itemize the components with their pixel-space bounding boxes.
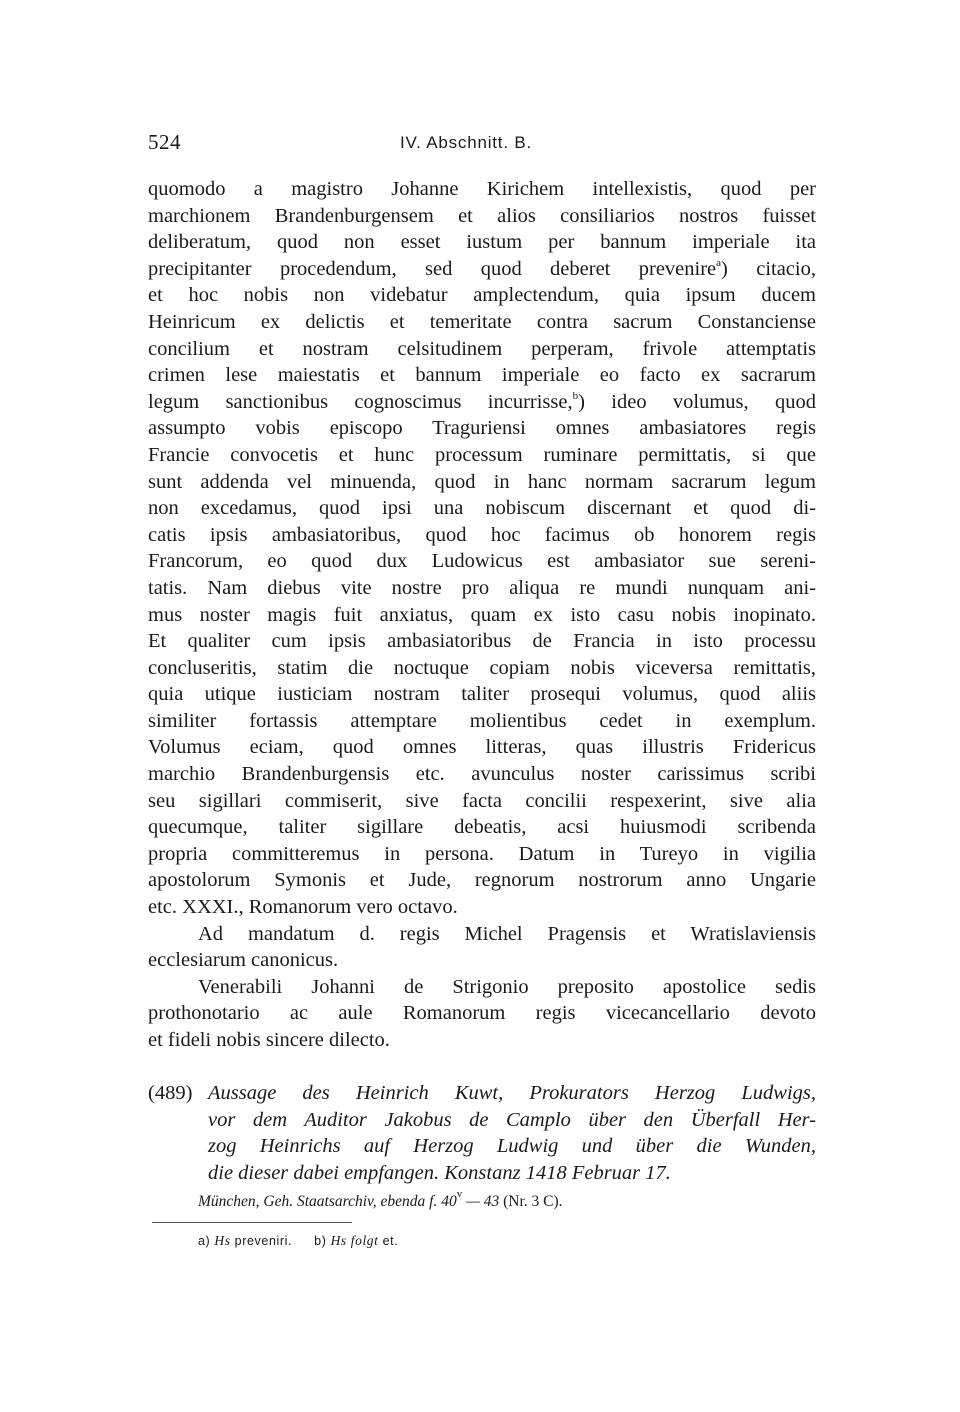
footnotes [198, 1233, 398, 1249]
body-line: marchio Brandenburgensis etc. avunculus noster carissimus scribi [148, 763, 816, 786]
body-line: etc. XXXI., Romanorum vero octavo. [148, 896, 458, 919]
body-line: quomodo a magistro Johanne Kirichem intellexistis, quod per [148, 178, 816, 200]
body-line: Volumus eciam, quod omnes litteras, quas illustris Fridericus [148, 736, 816, 759]
body-line: concluseritis, statim die noctuque copiam nobis viceversa remittatis, [148, 656, 816, 679]
body-line: crimen lese maiestatis et bannum imperiale eo facto ex sacrarum [148, 364, 816, 387]
body-line: similiter fortassis attemptare molientibus cedet in exemplum. [148, 709, 816, 732]
signature-line: Ad mandatum d. regis Michel Pragensis et Wratislaviensis [198, 922, 816, 945]
address-line: prothonotario ac aule Romanorum regis vicecancellario devoto [148, 1002, 816, 1025]
body-line: catis ipsis ambasiatoribus, quod hoc facimus ob honorem regis [148, 523, 816, 546]
page-header [148, 130, 816, 160]
body-line: quia utique iusticiam nostram taliter prosequi volumus, quod aliis [148, 683, 816, 706]
body-line: quecumque, taliter sigillare debeatis, acsi huiusmodi scribenda [148, 816, 816, 839]
address-line: Venerabili Johanni de Strigonio preposito apostolice sedis [198, 975, 816, 998]
letter-body [148, 176, 816, 1054]
body-line: tatis. Nam diebus vite nostre pro aliqua re mundi nunquam ani- [148, 576, 816, 599]
body-line: Francie convocetis et hunc processum ruminare permittatis, si que [148, 443, 816, 466]
body-line: Et qualiter cum ipsis ambasiatoribus de Francia in isto processu [148, 630, 816, 653]
footnote-ref-a: a [716, 256, 722, 269]
regest-line: Aussage des Heinrich Kuwt, Prokurators Herzog Ludwigs, [208, 1082, 816, 1104]
page-number: 524 [148, 130, 181, 154]
footnote-ref-b: b [572, 389, 579, 402]
body-line: legum sanctionibus cognoscimus incurrisse,$^b$) ideo volumus, quod [148, 389, 816, 413]
document-heading [148, 1080, 816, 1186]
regest-line: zog Heinrichs auf Herzog Ludwig und über die Wunden, [208, 1135, 816, 1158]
footnote-rule [152, 1222, 352, 1223]
regest-line: die dieser dabei empfangen. Konstanz 1418 Februar 17. [208, 1161, 671, 1184]
body-line: seu sigillari commiserit, sive facta concilii respexerint, sive alia [148, 789, 816, 812]
body-line: non excedamus, quod ipsi una nobiscum discernant et quod di- [148, 497, 816, 520]
body-line: Heinricum ex delictis et temeritate contra sacrum Constanciense [148, 310, 816, 333]
body-line: marchionem Brandenburgensem et alios consiliarios nostros fuisset [148, 204, 816, 227]
footnote-b: b) Hs folgt et. [314, 1233, 399, 1248]
body-line: propria committeremus in persona. Datum in Tureyo in vigilia [148, 842, 816, 865]
signature-line: ecclesiarum canonicus. [148, 949, 339, 972]
body-line: apostolorum Symonis et Jude, regnorum nostrorum anno Ungarie [148, 869, 816, 892]
footnote-a: a) Hs preveniri. [198, 1233, 293, 1248]
document-number: (489) [148, 1082, 193, 1104]
body-line: Francorum, eo quod dux Ludowicus est ambasiator sue sereni- [148, 550, 816, 573]
address-line: et fideli nobis sincere dilecto. [148, 1029, 390, 1051]
source-citation: München, Geh. Staatsarchiv, ebenda f. 40$^v$ — 43 (Nr. 3 C). [198, 1188, 563, 1210]
body-line: et hoc nobis non videbatur amplectendum, quia ipsum ducem [148, 284, 816, 307]
body-line: mus noster magis fuit anxiatus, quam ex isto casu nobis inopinato. [148, 603, 816, 626]
body-line: precipitanter procedendum, sed quod deberet prevenire$^a$) citacio, [148, 256, 816, 280]
body-line: concilium et nostram celsitudinem perperam, frivole attemptatis [148, 337, 816, 360]
body-line: deliberatum, quod non esset iustum per bannum imperiale ita [148, 231, 816, 254]
body-line: assumpto vobis episcopo Traguriensi omnes ambasiatores regis [148, 417, 816, 440]
body-line: sunt addenda vel minuenda, quod in hanc normam sacrarum legum [148, 470, 816, 493]
regest-line: vor dem Auditor Jakobus de Camplo über den Überfall Her- [208, 1108, 816, 1131]
running-title: IV. Abschnitt. B. [400, 133, 533, 152]
